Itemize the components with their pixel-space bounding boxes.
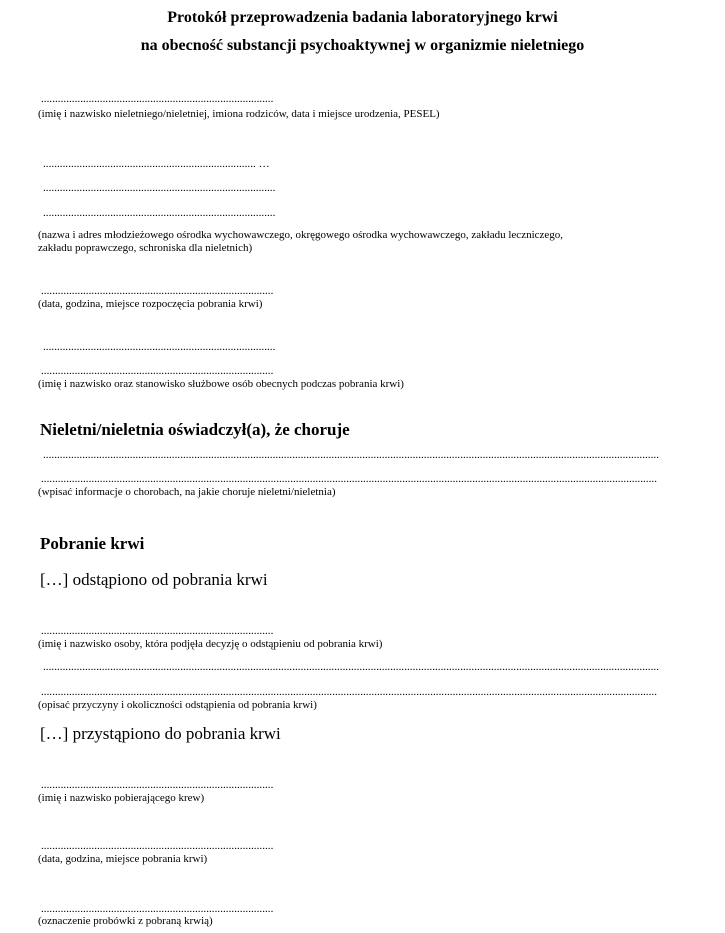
tube-label-field[interactable]: ...................................................................................: [41, 903, 274, 915]
diseases-field-2[interactable]: ............................................................................................................................................................................................................................: [41, 473, 657, 485]
decision-person-caption: (imię i nazwisko osoby, która podjęła decyzję o odstąpieniu od pobrania krwi): [38, 638, 383, 650]
collection-datetime-field[interactable]: ...................................................................................: [41, 840, 274, 852]
minor-identity-field[interactable]: ...................................................................................: [41, 93, 274, 105]
facility-caption-line-2: zakładu poprawczego, schroniska dla nieletnich): [38, 242, 253, 254]
facility-caption-line-1: (nazwa i adres młodzieżowego ośrodka wychowawczego, okręgowego ośrodka wychowawczego, zakładu leczniczego,: [38, 229, 564, 241]
tube-label-caption: (oznaczenie probówki z pobraną krwią): [38, 915, 213, 927]
document-title-line-2: na obecność substancji psychoaktywnej w organizmie nieletniego: [140, 37, 585, 54]
start-datetime-caption: (data, godzina, miejsce rozpoczęcia pobrania krwi): [38, 298, 263, 310]
refusal-reasons-caption: (opisać przyczyny i okoliczności odstąpienia od pobrania krwi): [38, 699, 317, 711]
present-persons-field-1[interactable]: ...................................................................................: [43, 341, 276, 353]
facility-field-1[interactable]: ............................................................................ …: [43, 158, 270, 170]
option-refused[interactable]: […] odstąpiono od pobrania krwi: [40, 570, 268, 589]
diseases-field-1[interactable]: ............................................................................................................................................................................................................................: [43, 449, 659, 461]
refusal-reasons-field-1[interactable]: ............................................................................................................................................................................................................................: [43, 661, 659, 673]
option-proceeded[interactable]: […] przystąpiono do pobrania krwi: [40, 724, 281, 743]
start-datetime-field[interactable]: ...................................................................................: [41, 285, 274, 297]
collection-datetime-caption: (data, godzina, miejsce pobrania krwi): [38, 853, 208, 865]
present-persons-caption: (imię i nazwisko oraz stanowisko służbowe osób obecnych podczas pobrania krwi): [38, 378, 404, 390]
minor-identity-caption: (imię i nazwisko nieletniego/nieletniej, imiona rodziców, data i miejsce urodzenia, PESEL): [38, 108, 440, 120]
blood-collection-heading: Pobranie krwi: [40, 534, 145, 553]
present-persons-field-2[interactable]: ...................................................................................: [41, 365, 274, 377]
declaration-heading: Nieletni/nieletnia oświadczył(a), że choruje: [40, 420, 350, 439]
refusal-reasons-field-2[interactable]: ............................................................................................................................................................................................................................: [41, 686, 657, 698]
facility-field-2[interactable]: ...................................................................................: [43, 182, 276, 194]
collector-caption: (imię i nazwisko pobierającego krew): [38, 792, 205, 804]
decision-person-field[interactable]: ...................................................................................: [41, 625, 274, 637]
facility-field-3[interactable]: ...................................................................................: [43, 207, 276, 219]
collector-field[interactable]: ...................................................................................: [41, 779, 274, 791]
diseases-caption: (wpisać informacje o chorobach, na jakie choruje nieletni/nieletnia): [38, 486, 336, 498]
document-title-line-1: Protokół przeprowadzenia badania laboratoryjnego krwi: [167, 9, 558, 26]
